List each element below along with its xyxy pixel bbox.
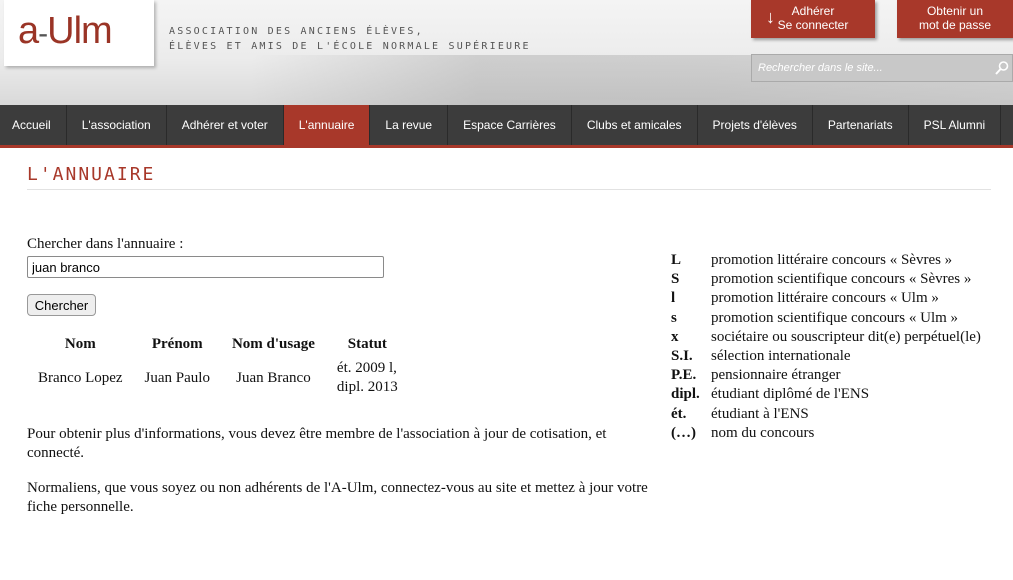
down-arrow-icon: ↓ — [766, 7, 775, 27]
get-password-button[interactable] — [897, 0, 1013, 38]
legend-item — [671, 347, 1001, 366]
logo-prefix: a — [18, 10, 39, 52]
legend-value: promotion scientifique concours « Sèvres » — [711, 271, 972, 288]
statut-line-2: dipl. 2013 — [336, 379, 398, 395]
legend-value: promotion scientifique concours « Ulm » — [711, 309, 959, 326]
adherer-label: Adhérer — [791, 4, 835, 18]
page-title: L'ANNUAIRE — [27, 164, 156, 185]
site-logo[interactable] — [4, 0, 154, 66]
association-tagline — [169, 24, 531, 54]
cell-statut — [326, 355, 409, 401]
legend-item — [671, 385, 1001, 404]
connect-label: Se connecter — [777, 18, 849, 32]
site-search-input[interactable] — [752, 55, 982, 81]
cell-prenom: Juan Paulo — [144, 369, 210, 386]
legend-value: sélection internationale — [711, 348, 851, 365]
legend-item — [671, 424, 1001, 443]
nav-item-accueil[interactable]: Accueil — [0, 105, 67, 145]
legend-value: nom du concours — [711, 424, 815, 441]
legend-key: l — [671, 290, 676, 307]
directory-search-input[interactable] — [27, 256, 384, 278]
logo-name: Ulm — [47, 10, 112, 52]
legend-key: (…) — [671, 424, 696, 441]
site-search — [751, 54, 1013, 82]
adherer-connect-button[interactable] — [751, 0, 875, 38]
legend-key: ét. — [671, 405, 687, 422]
cell-nom: Branco Lopez — [38, 369, 123, 386]
legend-value: sociétaire ou souscripteur dit(e) perpétuel(le) — [711, 328, 981, 345]
nav-item-psl-alumni[interactable]: PSL Alumni — [909, 105, 1002, 145]
nav-item-partenariats[interactable]: Partenariats — [813, 105, 909, 145]
legend-item — [671, 328, 1001, 347]
cell-nom-usage: Juan Branco — [236, 369, 311, 386]
nav-accent-line — [0, 145, 1013, 148]
legend-key: P.E. — [671, 367, 697, 384]
col-header-statut: Statut — [347, 335, 387, 352]
col-header-nom-usage: Nom d'usage — [231, 335, 315, 352]
nav-item-annuaire[interactable]: L'annuaire — [284, 105, 371, 145]
statut-line-1: ét. 2009 l, — [336, 360, 397, 376]
logo-dash: - — [38, 17, 48, 50]
nav-item-clubs-amicales[interactable]: Clubs et amicales — [572, 105, 698, 145]
results-table — [27, 333, 409, 401]
main-nav — [0, 105, 1013, 145]
search-button[interactable]: Chercher — [27, 294, 96, 316]
nav-item-espace-carrieres[interactable]: Espace Carrières — [448, 105, 572, 145]
title-divider — [27, 189, 991, 190]
table-row[interactable] — [27, 355, 409, 401]
nav-item-association[interactable]: L'association — [67, 105, 167, 145]
legend-item — [671, 251, 1001, 270]
tagline-line-2: ÉLÈVES ET AMIS DE L'ÉCOLE NORMALE SUPÉRIEURE — [169, 41, 531, 52]
legend-value: pensionnaire étranger — [711, 367, 841, 384]
col-header-prenom: Prénom — [151, 335, 203, 352]
table-header-row — [27, 333, 409, 355]
legend-value: étudiant diplômé de l'ENS — [711, 386, 870, 403]
nav-item-revue[interactable]: La revue — [370, 105, 448, 145]
legend-item — [671, 289, 1001, 308]
tagline-line-1: ASSOCIATION DES ANCIENS ÉLÈVES, — [169, 26, 424, 37]
legend-key: L — [671, 252, 682, 268]
nav-item-adherer-voter[interactable]: Adhérer et voter — [167, 105, 284, 145]
nav-item-projets-eleves[interactable]: Projets d'élèves — [698, 105, 813, 145]
magnifier-icon[interactable] — [994, 60, 1010, 76]
legend-key: S.I. — [671, 348, 693, 365]
legend-item — [671, 366, 1001, 385]
legend-item — [671, 270, 1001, 289]
legend-key: S — [671, 271, 680, 288]
site-header — [0, 0, 1013, 105]
legend-value: promotion littéraire concours « Sèvres » — [711, 252, 953, 268]
legend-item — [671, 405, 1001, 424]
legend-value: promotion littéraire concours « Ulm » — [711, 290, 939, 307]
legend-key: dipl. — [671, 386, 700, 403]
membership-info-text: Pour obtenir plus d'informations, vous devez être membre de l'association à jour de cotisation, et connecté. — [27, 426, 607, 461]
legend-key: s — [671, 309, 677, 326]
get-password-label-2: mot de passe — [918, 18, 992, 32]
col-header-nom: Nom — [64, 335, 96, 352]
legend-key: x — [671, 328, 679, 345]
get-password-label-1: Obtenir un — [926, 4, 984, 18]
directory-search-label: Chercher dans l'annuaire : — [27, 236, 184, 252]
update-profile-info-text: Normaliens, que vous soyez ou non adhérents de l'A-Ulm, connectez-vous au site et mettez à jour votre fiche personnelle. — [27, 480, 648, 515]
legend-value: étudiant à l'ENS — [711, 405, 809, 422]
abbreviation-legend — [671, 251, 1001, 443]
legend-item — [671, 309, 1001, 328]
